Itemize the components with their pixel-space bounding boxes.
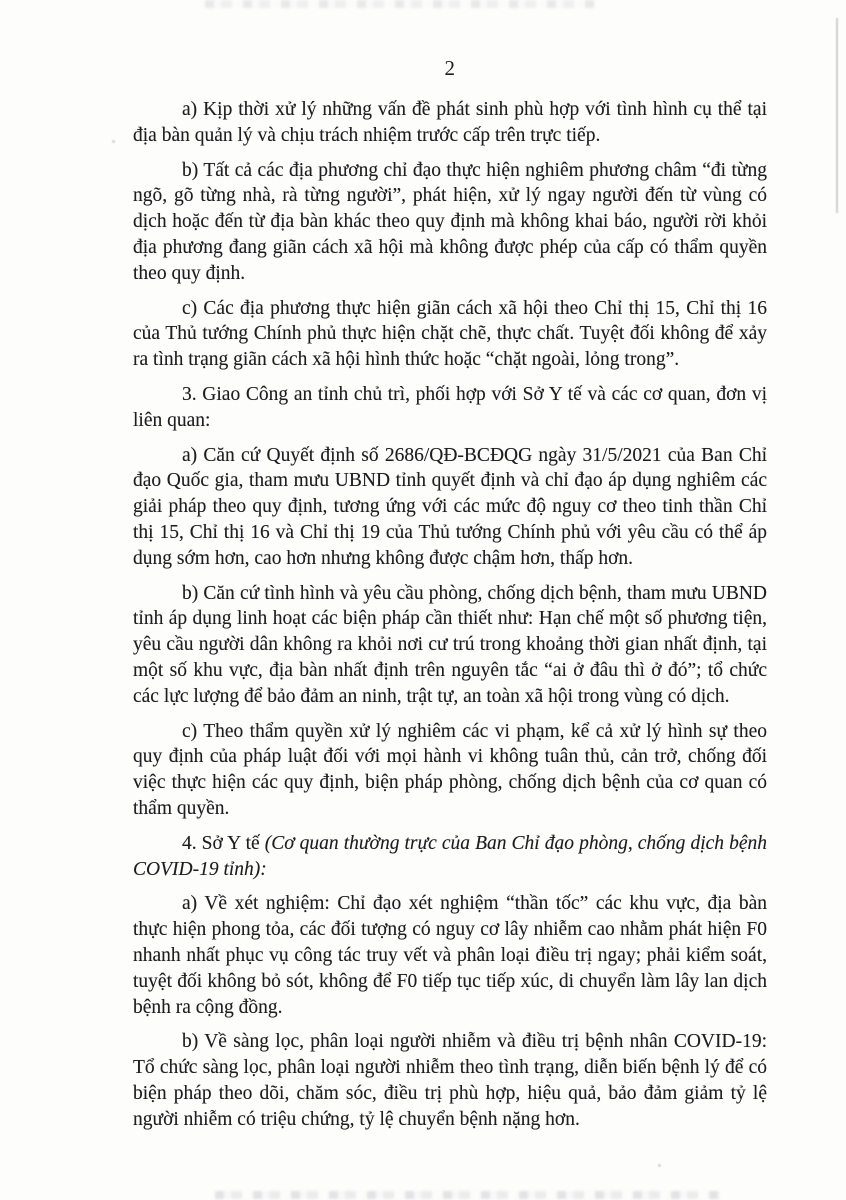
paragraph-2b: b) Tất cả các địa phương chỉ đạo thực hiện nghiêm phương châm “đi từng ngõ, gõ từng nhà, rà từng người”, phát hiện, xử lý ngay người đến từ vùng có dịch hoặc đến từ địa bàn khác theo quy định mà không khai báo, người rời khỏi địa phương đang giãn cách xã hội mà không được phép của cấp có thẩm quyền theo quy định. bbox=[133, 159, 767, 284]
paragraph-4a: a) Về xét nghiệm: Chỉ đạo xét nghiệm “thần tốc” các khu vực, địa bàn thực hiện phong tỏa, các đối tượng có nguy cơ lây nhiễm cao nhằm phát hiện F0 nhanh nhất phục vụ công tác truy vết và phân loại điều trị ngay; phải kiểm soát, tuyệt đối không bỏ sót, không để F0 tiếp tục tiếp xúc, di chuyển làm lây lan dịch bệnh ra cộng đồng. bbox=[133, 893, 767, 1018]
scan-artifact-top bbox=[205, 0, 595, 8]
paragraph-3b: b) Căn cứ tình hình và yêu cầu phòng, chống dịch bệnh, tham mưu UBND tỉnh áp dụng linh hoạt các biện pháp cần thiết như: Hạn chế một số phương tiện, yêu cầu người dân không ra khỏi nơi cư trú trong khoảng thời gian nhất định, tại một số khu vực, địa bàn nhất định trên nguyên tắc “ai ở đâu thì ở đó”; tổ chức các lực lượng để bảo đảm an ninh, trật tự, an toàn xã hội trong vùng có dịch. bbox=[133, 582, 767, 707]
section-4-heading-label: 4. Sở Y tế bbox=[182, 832, 265, 854]
scan-speck bbox=[658, 1164, 661, 1167]
paragraph-3c: c) Theo thẩm quyền xử lý nghiêm các vi phạm, kể cả xử lý hình sự theo quy định của pháp luật đối với mọi hành vi không tuân thủ, cản trở, chống đối việc thực hiện các quy định, biện pháp phòng, chống dịch bệnh của cơ quan có thẩm quyền. bbox=[133, 720, 767, 819]
paragraph-2a: a) Kịp thời xử lý những vấn đề phát sinh phù hợp với tình hình cụ thể tại địa bàn quản lý và chịu trách nhiệm trước cấp trên trực tiếp. bbox=[133, 99, 767, 146]
paragraph-4b: b) Về sàng lọc, phân loại người nhiễm và điều trị bệnh nhân COVID-19: Tổ chức sàng lọc, phân loại người nhiễm theo tình trạng, diễn biến bệnh lý để có biện pháp theo dõi, chăm sóc, điều trị phù hợp, hiệu quả, bảo đảm giảm tỷ lệ người nhiễm có triệu chứng, tỷ lệ chuyển bệnh nặng hơn. bbox=[133, 1031, 767, 1130]
document-body bbox=[133, 97, 767, 1141]
scan-artifact-bottom bbox=[215, 1191, 720, 1199]
paragraph-3a: a) Căn cứ Quyết định số 2686/QĐ-BCĐQG ngày 31/5/2021 của Ban Chỉ đạo Quốc gia, tham mưu UBND tỉnh quyết định và chỉ đạo áp dụng nghiêm các giải pháp theo quy định, tương ứng với các mức độ nguy cơ theo tinh thần Chỉ thị 15, Chỉ thị 16 và Chỉ thị 19 của Thủ tướng Chính phủ với yêu cầu có thể áp dụng sớm hơn, cao hơn nhưng không được chậm hơn, thấp hơn. bbox=[133, 444, 767, 569]
section-3-heading: 3. Giao Công an tỉnh chủ trì, phối hợp với Sở Y tế và các cơ quan, đơn vị liên quan: bbox=[133, 383, 767, 431]
scan-speck bbox=[112, 140, 115, 143]
scan-artifact-edge-line bbox=[836, 18, 838, 213]
section-4-heading bbox=[133, 831, 767, 883]
paragraph-2c: c) Các địa phương thực hiện giãn cách xã hội theo Chỉ thị 15, Chỉ thị 16 của Thủ tướng Chính phủ thực hiện chặt chẽ, thực chất. Tuyệt đối không để xảy ra tình trạng giãn cách xã hội hình thức hoặc “chặt ngoài, lỏng trong”. bbox=[133, 297, 767, 371]
page-number: 2 bbox=[444, 56, 456, 80]
section-4-heading-note: (Cơ quan thường trực của Ban Chỉ đạo phòng, chống dịch bệnh COVID-19 tỉnh): bbox=[133, 832, 767, 880]
